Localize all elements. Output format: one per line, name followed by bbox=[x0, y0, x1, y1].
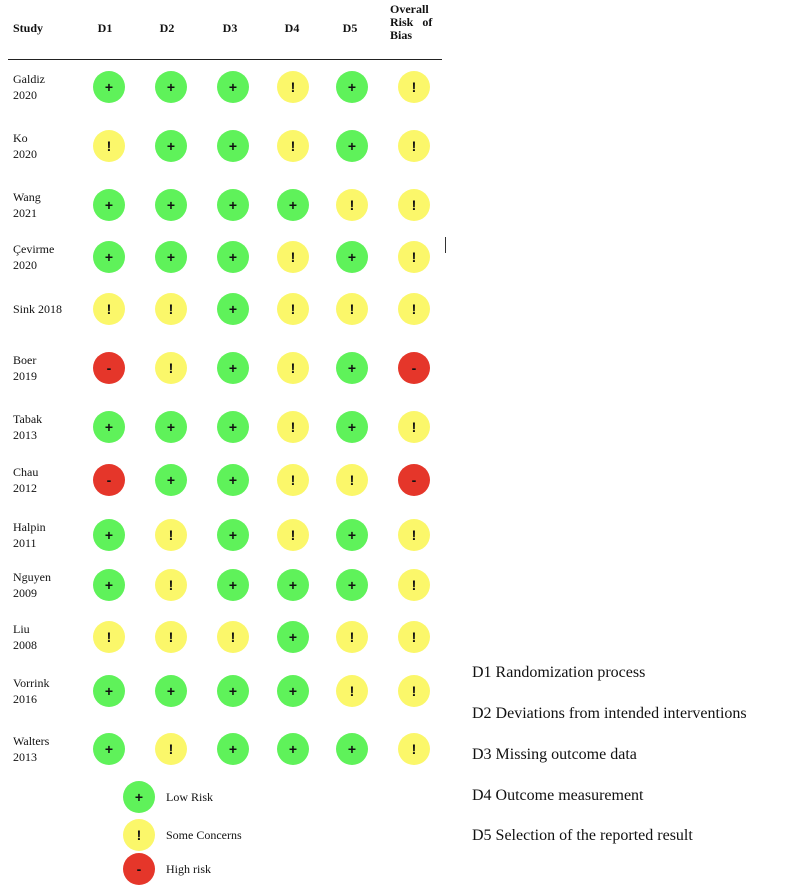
rating-circle-d1: + bbox=[93, 71, 125, 103]
study-column-header: Study bbox=[13, 21, 44, 35]
study-name: Walters bbox=[13, 734, 50, 748]
rating-circle-d3: + bbox=[217, 71, 249, 103]
study-label bbox=[13, 464, 83, 496]
rating-circle-d2: ! bbox=[155, 519, 187, 551]
rating-circle-d5: ! bbox=[336, 464, 368, 496]
rating-circle-d4: + bbox=[277, 675, 309, 707]
rating-circle-d2: ! bbox=[155, 733, 187, 765]
domain-header-d2: D2 bbox=[159, 21, 175, 35]
rating-circle-d5: ! bbox=[336, 293, 368, 325]
rating-circle-d3: + bbox=[217, 464, 249, 496]
legend-label: Some Concerns bbox=[166, 828, 242, 842]
domain-header-d5: D5 bbox=[342, 21, 358, 35]
legend-label: Low Risk bbox=[166, 790, 214, 804]
study-name: Çevirme bbox=[13, 242, 55, 256]
rating-circle-d1: + bbox=[93, 675, 125, 707]
rating-circle-d4: ! bbox=[277, 519, 309, 551]
rating-circle-d4: + bbox=[277, 569, 309, 601]
rating-circle-d2: + bbox=[155, 130, 187, 162]
study-label bbox=[13, 241, 83, 273]
rating-circle-d2: ! bbox=[155, 293, 187, 325]
study-name: Vorrink bbox=[13, 676, 50, 690]
rating-circle-overall: ! bbox=[398, 569, 430, 601]
rating-circle-d2: + bbox=[155, 675, 187, 707]
rating-circle-d5: ! bbox=[336, 189, 368, 221]
domain-key-d3: D3 Missing outcome data bbox=[472, 746, 637, 763]
overall-header-line-1: Overall bbox=[390, 2, 429, 16]
rating-circle-d2: ! bbox=[155, 352, 187, 384]
study-year: 2011 bbox=[13, 536, 37, 550]
domain-header-d1: D1 bbox=[97, 21, 113, 35]
rating-circle-d5: + bbox=[336, 352, 368, 384]
rating-circle-d5: + bbox=[336, 71, 368, 103]
rating-circle-d4: ! bbox=[277, 130, 309, 162]
rating-circle-d3: + bbox=[217, 189, 249, 221]
study-name: Tabak bbox=[13, 412, 43, 426]
study-year: 2012 bbox=[13, 481, 37, 495]
rating-circle-d1: + bbox=[93, 411, 125, 443]
rating-circle-d4: ! bbox=[277, 241, 309, 273]
study-label bbox=[13, 189, 83, 221]
rating-circle-overall: - bbox=[398, 464, 430, 496]
study-year: 2020 bbox=[13, 258, 37, 272]
rating-circle-d5: + bbox=[336, 733, 368, 765]
study-name: Halpin bbox=[13, 520, 46, 534]
rating-circle-d2: + bbox=[155, 411, 187, 443]
rating-circle-d5: + bbox=[336, 241, 368, 273]
study-name: Chau bbox=[13, 465, 39, 479]
rating-circle-overall: ! bbox=[398, 411, 430, 443]
rating-circle-d4: ! bbox=[277, 411, 309, 443]
rating-circle-d1: + bbox=[93, 569, 125, 601]
domain-key-d5: D5 Selection of the reported result bbox=[472, 827, 693, 844]
rating-circle-d3: + bbox=[217, 411, 249, 443]
domain-key-d2: D2 Deviations from intended interventions bbox=[472, 705, 747, 722]
legend-label: High risk bbox=[166, 862, 211, 876]
rating-circle-d3: ! bbox=[217, 621, 249, 653]
study-name: Wang bbox=[13, 190, 41, 204]
rating-circle-d4: + bbox=[277, 189, 309, 221]
rating-circle-d3: + bbox=[217, 675, 249, 707]
rating-circle-d3: + bbox=[217, 352, 249, 384]
domain-header-d3: D3 bbox=[222, 21, 238, 35]
study-name: Ko bbox=[13, 131, 28, 145]
rating-circle-d5: + bbox=[336, 411, 368, 443]
overall-header-line-2: Risk of bbox=[390, 15, 433, 29]
study-year: 2021 bbox=[13, 206, 37, 220]
study-label bbox=[13, 352, 83, 384]
overall-header-line-3: Bias bbox=[390, 28, 413, 42]
rating-circle-d3: + bbox=[217, 130, 249, 162]
study-year: 2013 bbox=[13, 750, 37, 764]
rating-circle-d4: ! bbox=[277, 71, 309, 103]
rating-circle-d4: ! bbox=[277, 352, 309, 384]
rating-circle-d3: + bbox=[217, 733, 249, 765]
rating-circle-d1: + bbox=[93, 189, 125, 221]
rating-circle-d2: + bbox=[155, 241, 187, 273]
rating-circle-d4: ! bbox=[277, 293, 309, 325]
rating-circle-d5: ! bbox=[336, 621, 368, 653]
rating-circle-overall: ! bbox=[398, 519, 430, 551]
rating-circle-overall: ! bbox=[398, 733, 430, 765]
rating-circle-overall: ! bbox=[398, 621, 430, 653]
study-year: 2013 bbox=[13, 428, 37, 442]
rating-circle-d1: - bbox=[93, 352, 125, 384]
text-cursor bbox=[445, 237, 446, 253]
rating-circle-d5: + bbox=[336, 130, 368, 162]
rating-circle-d2: ! bbox=[155, 621, 187, 653]
study-year: 2019 bbox=[13, 369, 37, 383]
rating-circle-d1: ! bbox=[93, 293, 125, 325]
rating-circle-d5: + bbox=[336, 519, 368, 551]
study-label bbox=[13, 130, 83, 162]
study-label bbox=[13, 569, 83, 601]
study-label bbox=[13, 733, 83, 765]
rating-circle-d1: ! bbox=[93, 621, 125, 653]
rating-circle-overall: - bbox=[398, 352, 430, 384]
rating-circle-overall: ! bbox=[398, 130, 430, 162]
rating-circle-d3: + bbox=[217, 293, 249, 325]
domain-header-d4: D4 bbox=[284, 21, 300, 35]
rating-circle-d1: + bbox=[93, 733, 125, 765]
study-label bbox=[13, 301, 83, 317]
study-name: Galdiz bbox=[13, 72, 45, 86]
rating-circle-d3: + bbox=[217, 241, 249, 273]
rating-circle-d5: + bbox=[336, 569, 368, 601]
rating-circle-overall: ! bbox=[398, 71, 430, 103]
study-label bbox=[13, 519, 83, 551]
rating-circle-d4: ! bbox=[277, 464, 309, 496]
rating-circle-d3: + bbox=[217, 569, 249, 601]
study-year: 2008 bbox=[13, 638, 37, 652]
rating-circle-d2: + bbox=[155, 71, 187, 103]
study-year: 2020 bbox=[13, 147, 37, 161]
rating-circle-d4: + bbox=[277, 621, 309, 653]
study-label bbox=[13, 621, 83, 653]
study-year: 2020 bbox=[13, 88, 37, 102]
study-label bbox=[13, 71, 83, 103]
domain-key-d4: D4 Outcome measurement bbox=[472, 787, 644, 804]
rating-circle-d1: + bbox=[93, 519, 125, 551]
study-name: Boer bbox=[13, 353, 37, 367]
study-name: Nguyen bbox=[13, 570, 51, 584]
overall-risk-header bbox=[390, 3, 442, 42]
study-label bbox=[13, 411, 83, 443]
rating-circle-overall: ! bbox=[398, 189, 430, 221]
rating-circle-overall: ! bbox=[398, 675, 430, 707]
rating-circle-d3: + bbox=[217, 519, 249, 551]
study-label bbox=[13, 675, 83, 707]
rating-circle-d1: - bbox=[93, 464, 125, 496]
domain-key-d1: D1 Randomization process bbox=[472, 664, 646, 681]
study-name: Sink 2018 bbox=[13, 302, 63, 316]
rating-circle-d1: + bbox=[93, 241, 125, 273]
rating-circle-d2: + bbox=[155, 189, 187, 221]
rating-circle-d1: ! bbox=[93, 130, 125, 162]
study-year: 2016 bbox=[13, 692, 37, 706]
legend-symbol-low: + bbox=[123, 781, 155, 813]
legend-symbol-high: - bbox=[123, 853, 155, 885]
rating-circle-d5: ! bbox=[336, 675, 368, 707]
header-rule bbox=[8, 59, 442, 60]
rating-circle-d4: + bbox=[277, 733, 309, 765]
rating-circle-overall: ! bbox=[398, 241, 430, 273]
rating-circle-d2: + bbox=[155, 464, 187, 496]
rating-circle-overall: ! bbox=[398, 293, 430, 325]
legend-symbol-some: ! bbox=[123, 819, 155, 851]
rating-circle-d2: ! bbox=[155, 569, 187, 601]
study-year: 2009 bbox=[13, 586, 37, 600]
study-name: Liu bbox=[13, 622, 30, 636]
